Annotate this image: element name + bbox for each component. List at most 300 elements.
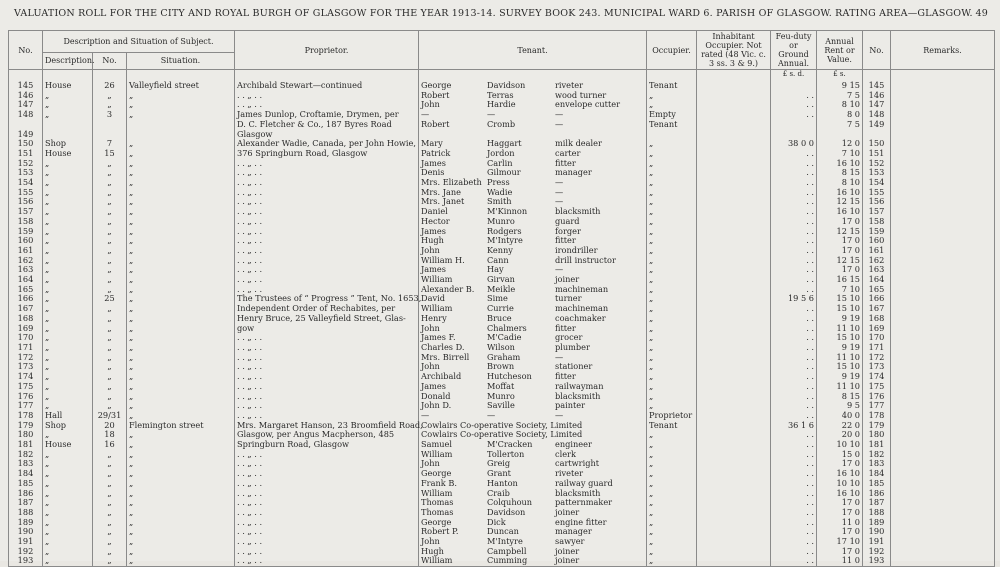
tenant-occupation: — [555,196,564,207]
row-description: „ [43,401,93,411]
row-street-number [93,120,127,130]
row-remarks [891,489,995,499]
row-feu-duty: . . [771,314,817,324]
col-inhabitant: Inhabitant Occupier. Not rated (48 Vic. c. 3 ss. 3 & 9.) [697,31,771,70]
tenant-first-name: Charles D. [421,341,465,352]
row-proprietor: . . „ . . [235,178,419,188]
row-feu-duty: . . [771,178,817,188]
row-proprietor: . . „ . . [235,518,419,528]
row-number-right: 156 [863,197,891,207]
table-row [9,556,995,566]
row-annual-rent: 16 10 [817,159,863,169]
row-description: „ [43,430,93,440]
tenant-occupation: cartwright [555,458,600,469]
tenant-surname: Munro [487,390,515,401]
tenant-occupation: blacksmith [555,390,601,401]
row-feu-duty: . . [771,411,817,421]
row-street-number: „ [93,547,127,557]
row-tenant [419,285,647,295]
row-number: 156 [9,197,43,207]
row-tenant [419,294,647,304]
row-street-number: „ [93,382,127,392]
row-annual-rent: 20 0 [817,430,863,440]
row-inhabitant [697,430,771,440]
table-header [9,31,995,70]
row-annual-rent: 17 0 [817,527,863,537]
row-number: 157 [9,207,43,217]
row-remarks [891,246,995,256]
tenant-first-name: William [421,274,453,285]
row-proprietor: James Dunlop, Croftamie, Drymen, per [235,110,419,120]
row-street-number: „ [93,469,127,479]
row-annual-rent: 8 10 [817,178,863,188]
row-annual-rent: 7 5 [817,120,863,130]
row-situation: „ [127,333,235,343]
row-remarks [891,430,995,440]
tenant-first-name: David [421,293,445,304]
row-street-number: „ [93,314,127,324]
row-feu-duty: . . [771,547,817,557]
row-occupier: „ [647,508,697,518]
row-situation: „ [127,285,235,295]
row-feu-duty: . . [771,149,817,159]
tenant-first-name: Samuel [421,439,452,450]
row-proprietor: . . „ . . [235,362,419,372]
row-description: „ [43,537,93,547]
tenant-surname: Cumming [487,555,528,566]
row-annual-rent: 9 19 [817,372,863,382]
tenant-first-name: Mrs. Birrell [421,351,470,362]
row-situation: „ [127,265,235,275]
tenant-occupation: envelope cutter [555,99,621,110]
row-occupier: „ [647,227,697,237]
row-remarks [891,382,995,392]
tenant-first-name: Alexander B. [421,283,475,294]
row-remarks [891,314,995,324]
col-number: No. [93,52,127,69]
row-inhabitant [697,159,771,169]
row-number-right: 188 [863,508,891,518]
tenant-first-name: Donald [421,390,451,401]
tenant-surname: Craib [487,487,510,498]
tenant-first-name: John [421,99,440,110]
row-number: 150 [9,139,43,149]
row-remarks [891,527,995,537]
row-number: 146 [9,91,43,101]
tenant-first-name: John [421,536,440,547]
row-occupier: Empty [647,110,697,120]
tenant-first-name: John [421,322,440,333]
row-street-number: „ [93,498,127,508]
tenant-surname: Terras [487,89,514,100]
row-occupier: „ [647,314,697,324]
row-occupier: „ [647,556,697,566]
row-occupier: „ [647,362,697,372]
row-proprietor: . . „ . . [235,372,419,382]
tenant-surname: Kenny [487,244,513,255]
row-tenant [419,353,647,363]
row-proprietor: Alexander Wadie, Canada, per John Howie, [235,139,419,149]
tenant-surname: Haggart [487,138,522,149]
row-number-right: 149 [863,120,891,130]
row-street-number: 16 [93,440,127,450]
tenant-occupation: machineman [555,283,609,294]
row-proprietor: Archibald Stewart—continued [235,81,419,91]
row-description: „ [43,246,93,256]
row-annual-rent: 15 10 [817,362,863,372]
row-inhabitant [697,217,771,227]
row-inhabitant [697,401,771,411]
row-number-right: 158 [863,217,891,227]
row-description: „ [43,324,93,334]
row-remarks [891,130,995,140]
row-number: 193 [9,556,43,566]
tenant-surname: Wilson [487,341,515,352]
row-proprietor: . . „ . . [235,207,419,217]
row-inhabitant [697,421,771,431]
tenant-surname: Cann [487,254,509,265]
tenant-first-name: James [421,380,446,391]
row-feu-duty: . . [771,450,817,460]
row-street-number: „ [93,188,127,198]
row-remarks [891,110,995,120]
col-no2: No. [863,31,891,70]
row-description: „ [43,450,93,460]
row-inhabitant [697,149,771,159]
row-remarks [891,294,995,304]
tenant-occupation: plumber [555,341,590,352]
row-tenant [419,450,647,460]
row-description: „ [43,100,93,110]
row-proprietor: . . „ . . [235,197,419,207]
row-occupier: „ [647,372,697,382]
row-occupier: „ [647,197,697,207]
row-situation [127,130,235,140]
row-number-right: 160 [863,236,891,246]
row-remarks [891,149,995,159]
row-street-number: „ [93,489,127,499]
row-situation: „ [127,314,235,324]
tenant-surname: Duncan [487,526,519,537]
row-inhabitant [697,100,771,110]
row-inhabitant [697,498,771,508]
row-annual-rent: 7 10 [817,285,863,295]
tenant-occupation: clerk [555,448,576,459]
row-description: „ [43,518,93,528]
row-situation: „ [127,353,235,363]
row-annual-rent: 15 0 [817,450,863,460]
row-annual-rent: 11 10 [817,353,863,363]
row-remarks [891,343,995,353]
row-occupier: „ [647,527,697,537]
row-annual-rent: 7 5 [817,91,863,101]
col-desc-group: Description and Situation of Subject. [43,31,235,53]
row-remarks [891,421,995,431]
tenant-first-name: Mary [421,138,443,149]
row-proprietor: 376 Springburn Road, Glasgow [235,149,419,159]
row-inhabitant [697,256,771,266]
row-situation: „ [127,537,235,547]
row-tenant [419,537,647,547]
row-annual-rent: 9 19 [817,314,863,324]
row-situation: „ [127,159,235,169]
row-remarks [891,508,995,518]
row-tenant [419,372,647,382]
row-feu-duty: . . [771,382,817,392]
tenant-occupation: manager [555,526,592,537]
row-number: 159 [9,227,43,237]
row-street-number: „ [93,217,127,227]
tenant-surname: Wadie [487,186,513,197]
tenant-first-name: John [421,458,440,469]
row-street-number: „ [93,285,127,295]
row-description: House [43,81,93,91]
row-annual-rent: 9 19 [817,343,863,353]
row-number-right: 183 [863,459,891,469]
row-remarks [891,556,995,566]
tenant-surname: Colquhoun [487,497,533,508]
row-proprietor: . . „ . . [235,392,419,402]
row-feu-duty [771,120,817,130]
row-situation: „ [127,149,235,159]
row-annual-rent: 17 0 [817,236,863,246]
row-proprietor: . . „ . . [235,479,419,489]
row-annual-rent: 11 0 [817,556,863,566]
tenant-surname: M'Intyre [487,235,523,246]
row-inhabitant [697,246,771,256]
tenant-first-name: George [421,516,452,527]
row-occupier: „ [647,324,697,334]
row-remarks [891,120,995,130]
row-description: „ [43,236,93,246]
row-situation: „ [127,246,235,256]
row-occupier: „ [647,518,697,528]
row-inhabitant [697,275,771,285]
row-description: „ [43,469,93,479]
tenant-first-name: George [421,468,452,479]
row-occupier: „ [647,304,697,314]
tenant-surname: Davidson [487,80,526,90]
row-annual-rent: 15 10 [817,294,863,304]
row-tenant [419,430,647,440]
row-feu-duty: . . [771,217,817,227]
row-remarks [891,197,995,207]
row-situation: „ [127,479,235,489]
row-inhabitant [697,110,771,120]
row-remarks [891,392,995,402]
tenant-first-name: James F. [421,332,456,343]
tenant-first-name: — [421,409,430,420]
row-number: 148 [9,110,43,120]
row-remarks [891,217,995,227]
row-number: 165 [9,285,43,295]
tenant-first-name: Hugh [421,545,444,556]
row-occupier: „ [647,168,697,178]
row-occupier: Tenant [647,81,697,91]
row-inhabitant [697,469,771,479]
row-number-right: 146 [863,91,891,101]
row-tenant [419,556,647,566]
row-feu-duty: . . [771,197,817,207]
row-number: 161 [9,246,43,256]
row-situation: „ [127,440,235,450]
row-tenant [419,207,647,217]
row-inhabitant [697,362,771,372]
row-remarks [891,304,995,314]
row-street-number: „ [93,159,127,169]
tenant-surname: — [487,109,496,120]
row-description: „ [43,227,93,237]
row-situation: „ [127,372,235,382]
row-occupier: „ [647,343,697,353]
row-number-right: 154 [863,178,891,188]
row-remarks [891,479,995,489]
row-annual-rent: 16 10 [817,207,863,217]
row-number-right: 171 [863,343,891,353]
row-situation: „ [127,556,235,566]
tenant-occupation: engine fitter [555,516,607,527]
row-description: „ [43,362,93,372]
row-occupier: „ [647,100,697,110]
row-annual-rent: 17 0 [817,265,863,275]
row-feu-duty: . . [771,489,817,499]
row-occupier: „ [647,236,697,246]
tenant-first-name: Hector [421,215,450,226]
row-inhabitant [697,227,771,237]
tenant-occupation: joiner [555,555,580,566]
row-proprietor: . . „ . . [235,227,419,237]
row-tenant [419,547,647,557]
row-feu-duty: . . [771,362,817,372]
row-remarks [891,353,995,363]
row-proprietor: . . „ . . [235,188,419,198]
row-tenant [419,149,647,159]
row-number-right: 162 [863,256,891,266]
row-number: 175 [9,382,43,392]
row-tenant [419,120,647,130]
row-feu-duty: . . [771,430,817,440]
row-occupier: Proprietor [647,411,697,421]
tenant-first-name: John [421,361,440,372]
row-annual-rent: 16 15 [817,275,863,285]
tenant-first-name: Cowlairs Co-operative Society, Limited [421,429,583,440]
tenant-first-name: George [421,80,452,90]
row-proprietor: D. C. Fletcher & Co., 187 Byres Road [235,120,419,130]
tenant-surname: Smith [487,196,512,207]
row-street-number: „ [93,518,127,528]
table-row [9,120,995,130]
tenant-occupation: manager [555,167,592,178]
tenant-surname: Hardie [487,99,516,110]
row-remarks [891,100,995,110]
tenant-occupation: turner [555,293,582,304]
tenant-surname: Sime [487,293,508,304]
row-number: 189 [9,518,43,528]
row-annual-rent: 16 10 [817,469,863,479]
row-tenant [419,508,647,518]
row-street-number: 7 [93,139,127,149]
row-situation: „ [127,450,235,460]
row-occupier: „ [647,294,697,304]
tenant-first-name: Hugh [421,235,444,246]
row-occupier: „ [647,217,697,227]
row-occupier: Tenant [647,421,697,431]
row-description: „ [43,197,93,207]
row-tenant [419,314,647,324]
tenant-occupation: — [555,409,564,420]
row-street-number: „ [93,527,127,537]
row-proprietor: . . „ . . [235,159,419,169]
row-proprietor: . . „ . . [235,459,419,469]
row-street-number: „ [93,227,127,237]
tenant-surname: Moffat [487,380,515,391]
row-description: „ [43,508,93,518]
row-annual-rent: 9 5 [817,401,863,411]
row-description: „ [43,207,93,217]
row-situation: „ [127,139,235,149]
row-remarks [891,265,995,275]
tenant-first-name: Archibald [421,371,462,382]
tenant-surname: M'Intyre [487,536,523,547]
row-number-right: 192 [863,547,891,557]
tenant-occupation: sawyer [555,536,585,547]
row-remarks [891,256,995,266]
row-occupier: „ [647,285,697,295]
row-annual-rent: 11 0 [817,518,863,528]
row-description: „ [43,188,93,198]
row-description: „ [43,285,93,295]
row-number: 188 [9,508,43,518]
row-number: 155 [9,188,43,198]
row-remarks [891,91,995,101]
row-description: „ [43,178,93,188]
col-feu: Feu-duty or Ground Annual. [771,31,817,70]
row-number: 166 [9,294,43,304]
row-proprietor: . . „ . . [235,382,419,392]
row-number: 169 [9,324,43,334]
row-description: „ [43,479,93,489]
row-occupier: „ [647,246,697,256]
row-proprietor: . . „ . . [235,265,419,275]
row-number: 145 [9,81,43,91]
row-number: 192 [9,547,43,557]
row-number-right: 163 [863,265,891,275]
tenant-first-name: Thomas [421,506,454,517]
row-feu-duty: . . [771,159,817,169]
row-number-right: 177 [863,401,891,411]
row-proprietor: . . „ . . [235,343,419,353]
row-street-number: „ [93,178,127,188]
row-situation: „ [127,489,235,499]
row-proprietor: . . „ . . [235,556,419,566]
row-annual-rent: 8 10 [817,100,863,110]
row-remarks [891,333,995,343]
row-proprietor: Springburn Road, Glasgow [235,440,419,450]
row-street-number: „ [93,450,127,460]
tenant-occupation: blacksmith [555,206,601,217]
row-number: 171 [9,343,43,353]
row-situation: „ [127,518,235,528]
tenant-surname: Currie [487,303,514,314]
row-remarks [891,469,995,479]
row-proprietor: . . „ . . [235,236,419,246]
row-number-right: 161 [863,246,891,256]
row-remarks [891,401,995,411]
row-inhabitant [697,353,771,363]
tenant-occupation: guard [555,215,580,226]
row-remarks [891,518,995,528]
row-occupier: „ [647,256,697,266]
